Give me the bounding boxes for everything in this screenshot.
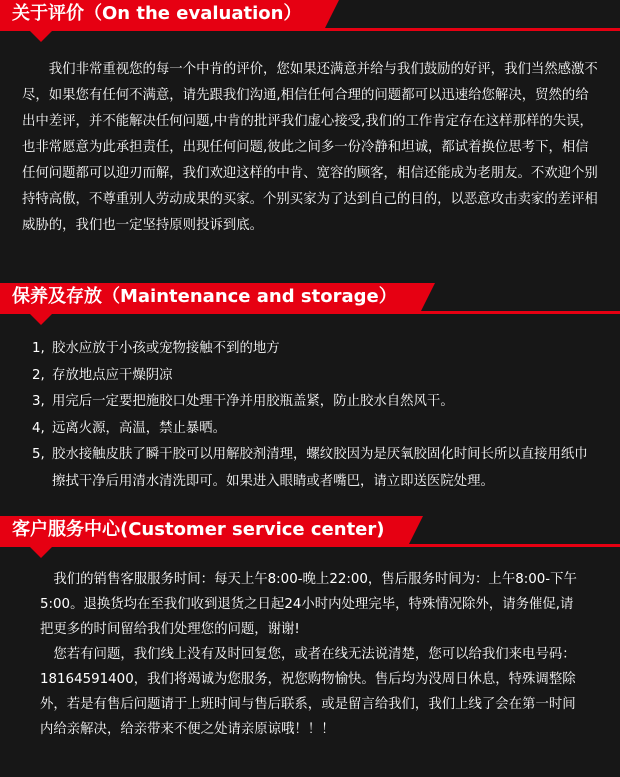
list-item: [32, 416, 592, 443]
banner-notch: [30, 31, 52, 42]
maintenance-list: [32, 336, 592, 495]
list-item-text: 胶水接触皮肤了瞬干胶可以用解胶剂清理，螺纹胶因为是厌氧胶固化时间长所以直接用纸巾擦拭干净后用清水清洗即可。如果进入眼睛或者嘴巴，请立即送医院处理。: [52, 447, 588, 489]
service-hours-paragraph: 我们的销售客服服务时间：每天上午8:00-晚上22:00，售后服务时间为：上午8:00-下午5:00。退换货均在至我们收到退货之日起24小时内处理完毕，特殊情况除外，请务催促,请把更多的时间留给我们处理您的问题，谢谢!: [40, 572, 577, 637]
list-item: [32, 389, 592, 416]
list-item-number: 3,: [32, 394, 45, 409]
list-item: [32, 442, 592, 495]
list-item-number: 4,: [32, 420, 45, 436]
banner-divider: [0, 311, 620, 314]
service-contact-paragraph: 您若有问题，我们线上没有及时回复您，或者在线无法说清楚，您可以给我们来电号码：18164591400，我们将竭诚为您服务，祝您购物愉快。售后均为没周日休息，特殊调整除外，若是有售后问题请于上班时间与售后联系，或是留言给我们，我们上线了会在第一时间内给亲解决，给亲带来不便之处请亲原谅哦！！！: [40, 647, 576, 737]
service-body: [40, 567, 580, 742]
banner-notch: [30, 314, 52, 325]
banner-notch: [30, 547, 52, 558]
maintenance-banner: [0, 283, 620, 313]
maintenance-section: [0, 283, 620, 489]
list-item-text: 远离火源，高温，禁止暴晒。: [52, 420, 227, 436]
list-item-number: 1,: [32, 341, 45, 356]
evaluation-body: 我们非常重视您的每一个中肯的评价，您如果还满意并给与我们鼓励的好评，我们当然感激不尽，如果您有任何不满意，请先跟我们沟通,相信任何合理的问题都可以迅速给您解决，贸然的给出中差评，并不能解决任何问题,中肯的批评我们虚心接受,我们的工作肯定存在这样那样的失误，也非常愿意为此承担责任，出现任何问题,彼此之间多一份冷静和坦诚，都试着换位思考下，相信任何问题都可以迎刃而解，我们欢迎这样的中肯、宽容的顾客，相信还能成为老朋友。不欢迎个别持特高傲，不尊重别人劳动成果的买家。个别买家为了达到自己的目的，以恶意攻击卖家的差评相威胁的，我们也一定坚持原则投诉到底。: [22, 62, 598, 233]
list-item: [32, 363, 592, 390]
list-item: [32, 336, 592, 363]
banner-divider: [0, 544, 620, 547]
list-item-text: 存放地点应干燥阴凉: [52, 367, 173, 383]
service-section: [0, 516, 620, 737]
list-item-number: 5,: [32, 447, 45, 462]
service-title: 客户服务中心(Customer service center): [0, 516, 409, 544]
evaluation-title: 关于评价（On the evaluation）: [0, 0, 325, 28]
evaluation-banner: [0, 0, 620, 30]
list-item-text: 胶水应放于小孩或宠物接触不到的地方: [52, 341, 280, 356]
maintenance-title: 保养及存放（Maintenance and storage）: [0, 283, 421, 311]
evaluation-section: [0, 0, 620, 233]
service-banner: [0, 516, 620, 546]
banner-divider: [0, 28, 620, 31]
list-item-text: 用完后一定要把施胶口处理干净并用胶瓶盖紧，防止胶水自然风干。: [52, 394, 454, 409]
list-item-number: 2,: [32, 367, 45, 383]
